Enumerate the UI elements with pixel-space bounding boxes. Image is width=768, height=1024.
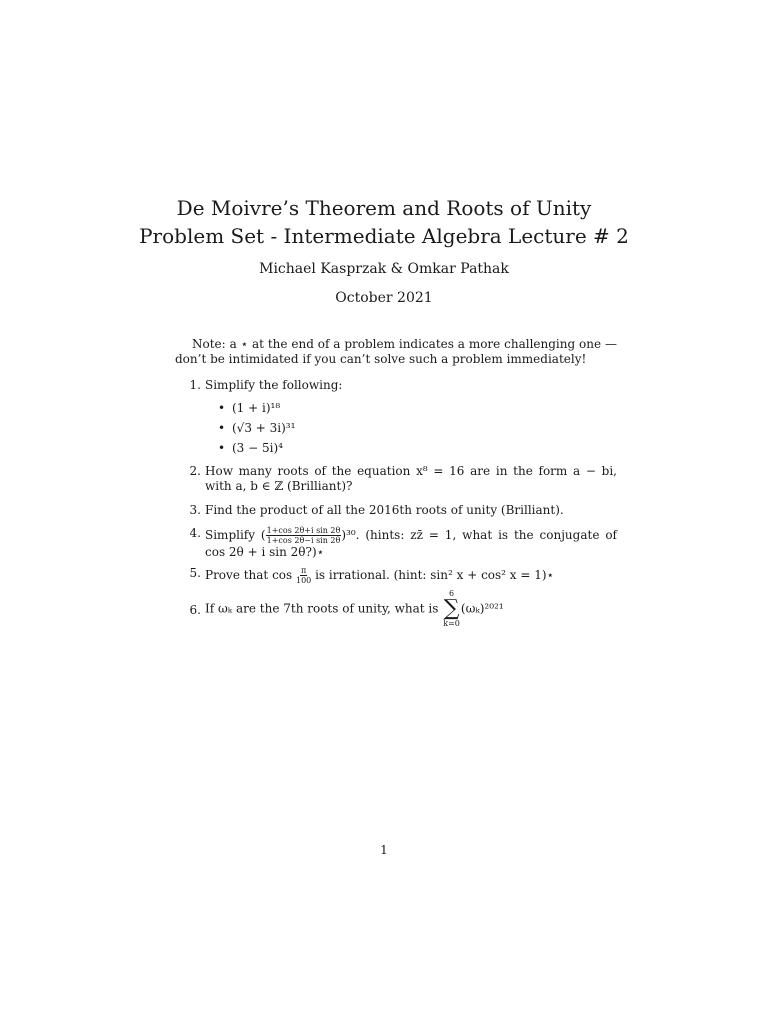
list-item: • (√3 + 3i)³¹ — [218, 418, 295, 438]
note-text: Note: a ⋆ at the end of a problem indicates a more challenging one — don’t be intimidated if you can’t solve such a problem immediately! — [175, 337, 617, 366]
bullet-icon: • — [218, 421, 226, 435]
problem-number: 5. — [189, 566, 201, 580]
problem-1 — [175, 378, 617, 393]
note-paragraph — [175, 337, 617, 367]
problem-text: If ωₖ are the 7th roots of unity, what is 6 ∑ k=0 (ωₖ)²⁰²¹ — [205, 589, 504, 628]
problem-number: 6. — [189, 603, 201, 617]
list-item: • (3 − 5i)⁴ — [218, 438, 295, 458]
problem-number: 4. — [189, 526, 201, 540]
page-number: 1 — [380, 843, 388, 857]
problem-1-bullets — [218, 398, 295, 458]
list-item: • (1 + i)¹⁸ — [218, 398, 295, 418]
problem-text: How many roots of the equation x⁸ = 16 are in the form a − bi, with a, b ∈ ℤ (Brilliant)? — [205, 464, 617, 493]
date: October 2021 — [335, 290, 433, 306]
fraction: $\frac{\text{1+cos 2θ+i sin 2θ}}{\text{1+cos 2θ−i sin 2θ}}$ — [266, 526, 341, 545]
problem-text: Simplify ( $\frac{\text{1+cos 2θ+i sin 2θ}}{\text{1+cos 2θ−i sin 2θ}}$ )³⁰. (hints: zz̄ = 1, what is the conjugate of cos 2θ + i sin 2θ?)⋆ — [205, 526, 617, 559]
problem-2 — [175, 464, 617, 494]
summation: 6 ∑ k=0 — [443, 589, 460, 628]
problem-6 — [175, 589, 617, 629]
problem-4 — [175, 526, 617, 560]
problem-3 — [175, 503, 617, 518]
problem-number: 1. — [189, 378, 201, 392]
problem-text: Simplify the following: — [205, 378, 343, 392]
problem-text: Find the product of all the 2016th roots of unity (Brilliant). — [205, 503, 564, 517]
fraction: $\frac{\pi}{100}$ — [296, 566, 312, 585]
problem-number: 2. — [189, 464, 201, 478]
problem-5 — [175, 566, 617, 585]
bullet-icon: • — [218, 401, 226, 415]
authors: Michael Kasprzak & Omkar Pathak — [259, 261, 509, 277]
problem-number: 3. — [189, 503, 201, 517]
title-line-1: De Moivre’s Theorem and Roots of Unity — [176, 196, 592, 220]
title-line-2: Problem Set - Intermediate Algebra Lecture # 2 — [139, 224, 629, 248]
bullet-icon: • — [218, 441, 226, 455]
problem-text: Prove that cos $\frac{\pi}{100}$ is irrational. (hint: sin² x + cos² x = 1)⋆ — [205, 566, 555, 585]
